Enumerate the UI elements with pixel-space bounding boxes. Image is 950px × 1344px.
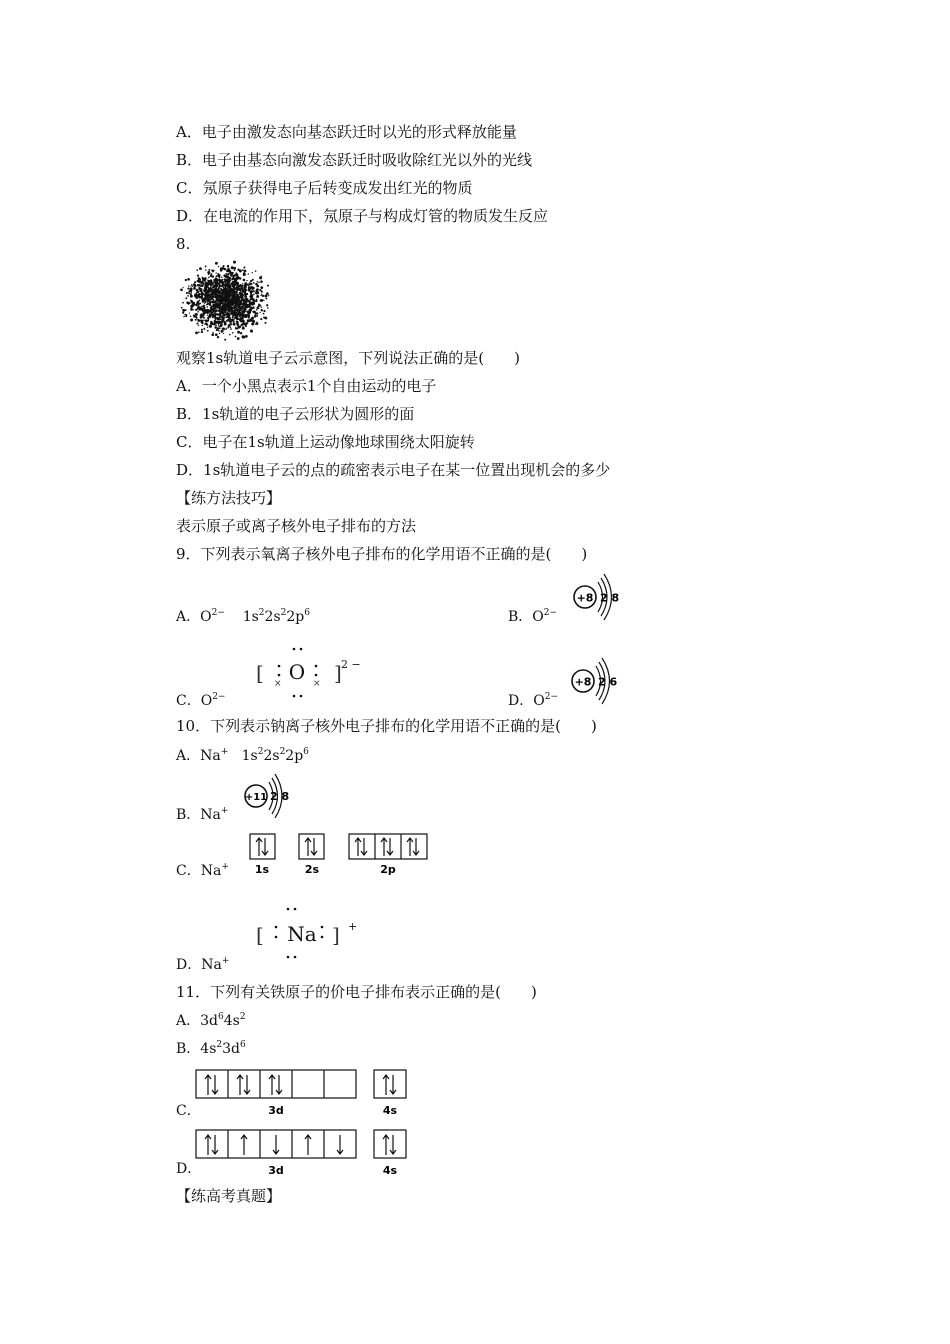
svg-text:Na: Na	[287, 922, 317, 946]
q9-option-c: C．$O^{2-}$	[176, 692, 226, 709]
q10-d-electron-dot-diagram	[254, 900, 364, 964]
svg-text:[: [	[256, 661, 264, 685]
svg-text:×: ×	[313, 679, 321, 689]
section-method-heading: 【练方法技巧】	[176, 489, 282, 507]
q8-option-d: D．1s轨道电子云的点的疏密表示电子在某一位置出现机会的多少	[176, 461, 611, 479]
q8-number: 8.	[176, 235, 191, 253]
q7-option-c: C．氖原子获得电子后转变成发出红光的物质	[176, 179, 473, 197]
q10-option-c: C．Na+	[176, 862, 229, 879]
q11-d-orbital-diagram	[192, 1128, 416, 1182]
q8-option-b: B．1s轨道的电子云形状为圆形的面	[176, 405, 415, 423]
svg-text:2s: 2s	[304, 863, 320, 876]
q10-option-d: D．Na+	[176, 956, 230, 973]
q11-option-d: D．	[176, 1161, 202, 1177]
q10-b-atomic-structure-diagram	[242, 772, 302, 822]
q7-option-a: A．电子由激发态向基态跃迁时以光的形式释放能量	[176, 123, 517, 141]
q10-option-a: A．Na+ $1s^22s^22p^6$	[176, 747, 309, 764]
svg-text:2 8: 2 8	[270, 790, 290, 803]
svg-text:2 −: 2 −	[341, 658, 361, 671]
q9-stem: 9．下列表示氧离子核外电子排布的化学用语不正确的是( )	[176, 545, 588, 563]
q9-c-electron-dot-diagram	[254, 642, 364, 704]
q11-c-orbital-diagram	[192, 1068, 416, 1122]
q10-c-orbital-diagram	[248, 832, 433, 882]
svg-text:[: [	[256, 923, 264, 947]
q10-stem: 10．下列表示钠离子核外电子排布的化学用语不正确的是( )	[176, 717, 597, 735]
svg-text:O: O	[288, 660, 306, 684]
section-exam-heading: 【练高考真题】	[176, 1187, 282, 1205]
q7-option-d: D．在电流的作用下，氖原子与构成灯管的物质发生反应	[176, 207, 549, 225]
q8-stem: 观察1s轨道电子云示意图，下列说法正确的是( )	[176, 349, 520, 367]
svg-text:×: ×	[274, 679, 282, 689]
q11-stem: 11．下列有关铁原子的价电子排布表示正确的是( )	[176, 983, 537, 1001]
q7-option-b: B．电子由基态向激发态跃迁时吸收除红光以外的光线	[176, 151, 533, 169]
q9-option-b: B．$O^{2-}$	[508, 608, 558, 625]
svg-text:2 6: 2 6	[598, 675, 618, 689]
svg-text:1s: 1s	[254, 863, 270, 876]
q11-option-a: A．$3d^64s^2$	[176, 1012, 246, 1029]
svg-text:2p: 2p	[380, 863, 396, 876]
svg-text:3d: 3d	[268, 1104, 284, 1117]
q8-option-a: A．一个小黑点表示1个自由运动的电子	[176, 377, 437, 395]
q10-option-b: B．Na+	[176, 806, 229, 823]
q9-b-atomic-structure-diagram	[570, 572, 630, 626]
svg-text:4s: 4s	[382, 1164, 398, 1177]
q11-option-b: B．$4s^23d^6$	[176, 1040, 246, 1057]
q9-option-a: A．$O^{2-}$ $1s^22s^22p^6$	[176, 608, 310, 625]
svg-text:+11: +11	[244, 792, 268, 803]
svg-text:+8: +8	[574, 675, 592, 689]
electron-cloud-1s	[176, 258, 276, 344]
svg-text:4s: 4s	[382, 1104, 398, 1117]
q9-option-d: D．$O^{2-}$	[508, 692, 558, 709]
svg-text:]: ]	[334, 661, 342, 685]
q8-option-c: C．电子在1s轨道上运动像地球围绕太阳旋转	[176, 433, 475, 451]
svg-text:]: ]	[332, 923, 340, 947]
svg-text:3d: 3d	[268, 1164, 284, 1177]
svg-text:2 8: 2 8	[600, 591, 620, 605]
q11-option-c: C．	[176, 1103, 201, 1119]
svg-text:+8: +8	[576, 591, 594, 605]
electron-cloud-figure	[176, 258, 276, 344]
method-title: 表示原子或离子核外电子排布的方法	[176, 517, 417, 535]
q9-d-atomic-structure-diagram	[568, 656, 628, 710]
svg-text:+: +	[348, 920, 358, 933]
